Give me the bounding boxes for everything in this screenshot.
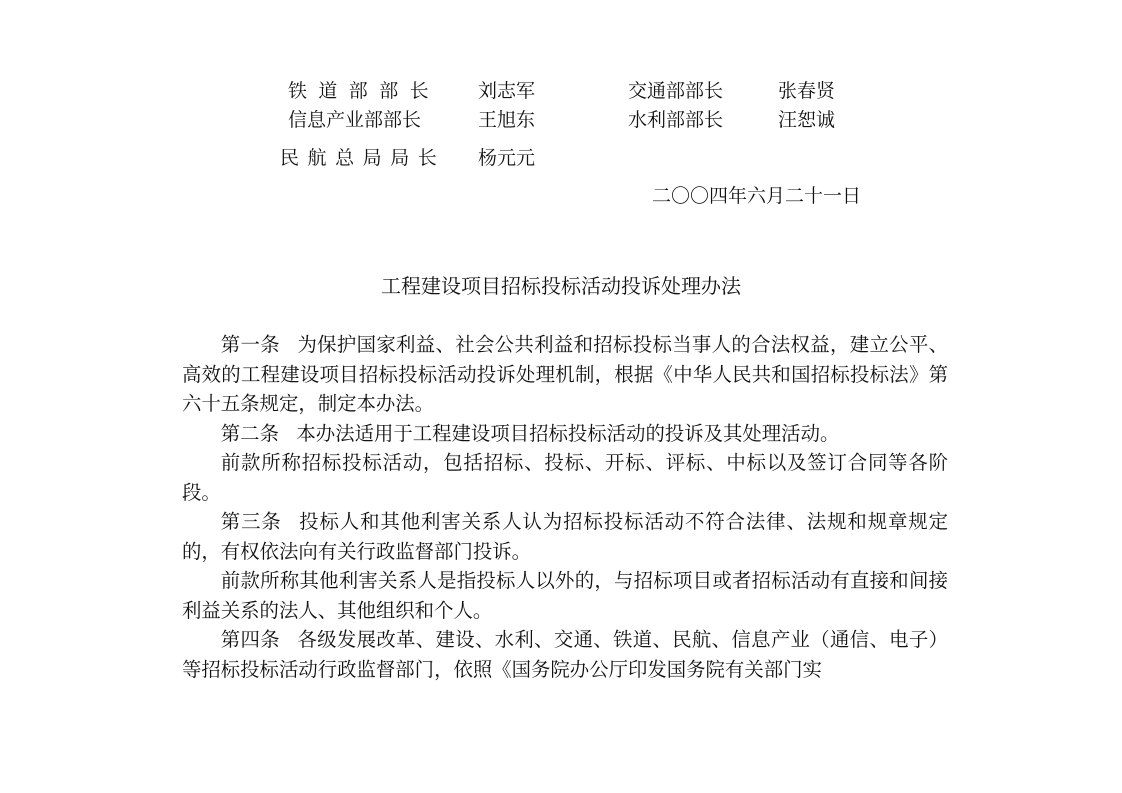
signature-row xyxy=(288,77,588,105)
article-text: 各级发展改革、建设、水利、交通、铁道、民航、信息产业（通信、电子）等招标投标活动行政监督部门，依照《国务院办公厅印发国务院有关部门实 xyxy=(182,628,949,681)
article-paragraph xyxy=(182,419,948,449)
document-date: 二〇〇四年六月二十一日 xyxy=(652,185,862,207)
document-title: 工程建设项目招标投标活动投诉处理办法 xyxy=(381,274,741,298)
signature-name: 刘志军 xyxy=(478,80,536,102)
signature-name: 王旭东 xyxy=(478,109,536,131)
article-label: 第四条 xyxy=(220,628,280,651)
article-paragraph xyxy=(182,625,948,684)
signature-name: 汪恕诚 xyxy=(778,109,836,131)
signature-title: 水利部部长 xyxy=(628,109,724,131)
article-paragraph xyxy=(182,507,948,566)
article-label: 第二条 xyxy=(220,421,279,445)
signature-name: 张春贤 xyxy=(778,80,836,102)
article-paragraph xyxy=(182,330,948,419)
signature-row xyxy=(288,106,588,134)
article-text: 为保护国家利益、社会公共利益和招标投标当事人的合法权益，建立公平、高效的工程建设项目招标投标活动投诉处理机制，根据《中华人民共和国招标投标法》第六十五条规定，制定本办法。 xyxy=(182,333,949,415)
signature-title: 铁道部部长 xyxy=(288,80,441,102)
signature-title: 民航总局局长 xyxy=(280,147,446,169)
signature-row xyxy=(628,106,888,134)
article-text: 前款所称招标投标活动，包括招标、投标、开标、评标、中标以及签订合同等各阶段。 xyxy=(182,451,948,504)
signature-title: 交通部部长 xyxy=(628,80,724,102)
article-paragraph xyxy=(182,566,948,625)
article-text: 投标人和其他利害关系人认为招标投标活动不符合法律、法规和规章规定的，有权依法向有关行政监督部门投诉。 xyxy=(182,510,949,563)
article-label: 第一条 xyxy=(220,333,280,356)
signature-name: 杨元元 xyxy=(478,147,536,169)
article-text: 本办法适用于工程建设项目招标投标活动的投诉及其处理活动。 xyxy=(296,421,840,445)
article-text: 前款所称其他利害关系人是指投标人以外的，与招标项目或者招标活动有直接和间接利益关系的法人、其他组织和个人。 xyxy=(182,569,948,622)
document-body xyxy=(182,330,948,684)
signature-title: 信息产业部部长 xyxy=(288,109,422,131)
signature-row xyxy=(628,77,888,105)
article-paragraph xyxy=(182,448,948,507)
signature-row xyxy=(280,144,590,172)
article-label: 第三条 xyxy=(220,510,282,533)
